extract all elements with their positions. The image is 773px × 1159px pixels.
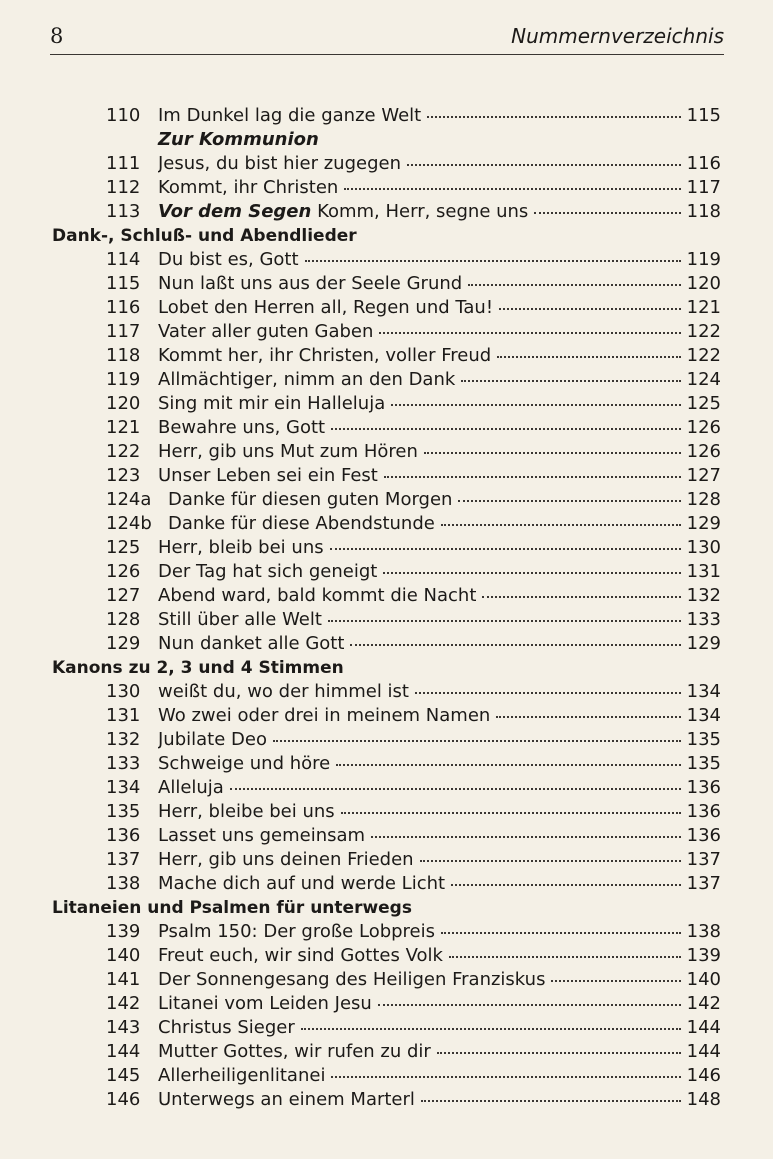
- entry-title-line: [158, 704, 681, 728]
- entry-title: [158, 416, 329, 440]
- entry-number: 133: [106, 753, 141, 774]
- dot-leader: [534, 200, 681, 214]
- dot-leader: [468, 272, 681, 286]
- entry-number: 111: [106, 153, 141, 174]
- entry-title-line: [158, 416, 681, 440]
- entry-number: 121: [106, 417, 141, 438]
- entry-page-number: 129: [686, 633, 721, 654]
- entry-number: 129: [106, 633, 141, 654]
- entry-title-text: Still über alle Welt: [158, 609, 322, 630]
- entry-title: [168, 512, 439, 536]
- entry-page-number: 124: [686, 369, 721, 390]
- entry-title-text: Allmächtiger, nimm an den Dank: [158, 369, 456, 390]
- entry-title-text: Der Sonnengesang des Heiligen Franziskus: [158, 969, 546, 990]
- dot-leader: [427, 104, 681, 118]
- section-heading: Kanons zu 2, 3 und 4 Stimmen: [52, 658, 344, 678]
- toc-entry: [0, 680, 773, 704]
- entry-title-text: Mutter Gottes, wir rufen zu dir: [158, 1041, 431, 1062]
- entry-title-text: Unser Leben sei ein Fest: [158, 465, 378, 486]
- entry-title-text: Jubilate Deo: [158, 729, 267, 750]
- entry-title-line: [158, 344, 681, 368]
- toc-entry: [0, 272, 773, 296]
- entry-title: [158, 824, 369, 848]
- entry-title-text: Psalm 150: Der große Lobpreis: [158, 921, 436, 942]
- dot-leader: [499, 296, 681, 310]
- entry-number: 126: [106, 561, 141, 582]
- entry-number: 146: [106, 1089, 141, 1110]
- entry-number: 110: [106, 105, 141, 126]
- entry-title-line: [158, 680, 681, 704]
- entry-title-line: [158, 104, 681, 128]
- entry-title: [158, 248, 303, 272]
- entry-number: 114: [106, 249, 141, 270]
- entry-title: [158, 944, 447, 968]
- entry-number: 135: [106, 801, 141, 822]
- entry-page-number: 138: [686, 921, 721, 942]
- entry-title: [158, 584, 480, 608]
- entry-title: [158, 464, 382, 488]
- entry-title-text: weißt du, wo der himmel ist: [158, 681, 409, 702]
- dot-leader: [330, 536, 681, 550]
- entry-title: [158, 104, 425, 128]
- dot-leader: [461, 368, 681, 382]
- toc-entry: [0, 200, 773, 224]
- page-header: [50, 20, 724, 55]
- dot-leader: [424, 440, 681, 454]
- entry-title-line: [158, 464, 681, 488]
- entry-title-text: Vater aller guten Gaben: [158, 321, 374, 342]
- entry-page-number: 118: [686, 201, 721, 222]
- entry-page-number: 135: [686, 753, 721, 774]
- entry-title-text: Herr, bleib bei uns: [158, 537, 324, 558]
- toc-entry: [0, 512, 773, 536]
- toc-entry: [0, 752, 773, 776]
- entry-number: 118: [106, 345, 141, 366]
- toc-entry: [0, 824, 773, 848]
- entry-page-number: 136: [686, 825, 721, 846]
- entry-title-text: Lasset uns gemeinsam: [158, 825, 366, 846]
- entry-number: 123: [106, 465, 141, 486]
- page-number: 8: [50, 24, 64, 48]
- dot-leader: [331, 1064, 681, 1078]
- dot-leader: [384, 464, 681, 478]
- entry-number: 125: [106, 537, 141, 558]
- entry-title: [158, 680, 413, 704]
- entry-title: [158, 152, 405, 176]
- entry-page-number: 131: [686, 561, 721, 582]
- entry-title-line: [158, 320, 681, 344]
- dot-leader: [379, 320, 681, 334]
- entry-title-line: [158, 152, 681, 176]
- dot-leader: [383, 560, 681, 574]
- entry-title: [158, 1064, 329, 1088]
- entry-page-number: 136: [686, 777, 721, 798]
- entry-number: 142: [106, 993, 141, 1014]
- entry-title: [158, 272, 466, 296]
- entry-title-line: [158, 752, 681, 776]
- entry-title: [158, 368, 459, 392]
- entry-prefix: Vor dem Segen: [158, 201, 312, 222]
- toc-entry: [0, 1064, 773, 1088]
- entry-number: 113: [106, 201, 141, 222]
- entry-title: [158, 1088, 419, 1112]
- toc-entry: [0, 152, 773, 176]
- entry-title: [158, 968, 549, 992]
- entry-page-number: 122: [686, 345, 721, 366]
- entry-page-number: 133: [686, 609, 721, 630]
- entry-number: 119: [106, 369, 141, 390]
- entry-page-number: 126: [686, 441, 721, 462]
- toc-entry: [0, 536, 773, 560]
- entry-title-line: [158, 1088, 681, 1112]
- entry-title: [158, 848, 418, 872]
- table-of-contents: [0, 104, 773, 1112]
- entry-title-text: Unterwegs an einem Marterl: [158, 1089, 415, 1110]
- entry-page-number: 136: [686, 801, 721, 822]
- toc-entry: [0, 872, 773, 896]
- toc-entry: [0, 440, 773, 464]
- toc-entry: [0, 632, 773, 656]
- entry-title-text: Christus Sieger: [158, 1017, 295, 1038]
- entry-page-number: 137: [686, 873, 721, 894]
- entry-page-number: 146: [686, 1065, 721, 1086]
- dot-leader: [407, 152, 681, 166]
- entry-number: 128: [106, 609, 141, 630]
- entry-title-text: Wo zwei oder drei in meinem Namen: [158, 705, 491, 726]
- entry-number: 120: [106, 393, 141, 414]
- entry-page-number: 140: [686, 969, 721, 990]
- entry-title-text: Herr, bleibe bei uns: [158, 801, 335, 822]
- toc-entry: [0, 560, 773, 584]
- toc-entry: [0, 392, 773, 416]
- entry-title: [158, 800, 339, 824]
- subsection-heading: Zur Kommunion: [158, 129, 319, 150]
- entry-title-line: [158, 248, 681, 272]
- entry-title-text: Abend ward, bald kommt die Nacht: [158, 585, 477, 606]
- dot-leader: [451, 872, 681, 886]
- entry-title: [158, 776, 228, 800]
- entry-number: 130: [106, 681, 141, 702]
- entry-page-number: 144: [686, 1041, 721, 1062]
- entry-number: 138: [106, 873, 141, 894]
- entry-title: [158, 440, 422, 464]
- entry-page-number: 135: [686, 729, 721, 750]
- section-heading: Dank-, Schluß- und Abendlieder: [52, 226, 357, 246]
- dot-leader: [496, 704, 681, 718]
- entry-title-text: Danke für diese Abendstunde: [168, 513, 435, 534]
- toc-entry: [0, 848, 773, 872]
- entry-page-number: 120: [686, 273, 721, 294]
- toc-entry: [0, 608, 773, 632]
- entry-page-number: 139: [686, 945, 721, 966]
- toc-entry: [0, 464, 773, 488]
- toc-entry: [0, 992, 773, 1016]
- toc-entry: [0, 704, 773, 728]
- entry-title-text: Litanei vom Leiden Jesu: [158, 993, 372, 1014]
- entry-title-line: [158, 536, 681, 560]
- entry-title-line: [158, 368, 681, 392]
- entry-title-text: Nun laßt uns aus der Seele Grund: [158, 273, 463, 294]
- entry-title-text: Sing mit mir ein Halleluja: [158, 393, 386, 414]
- toc-entry: [0, 1040, 773, 1064]
- entry-page-number: 144: [686, 1017, 721, 1038]
- entry-page-number: 115: [686, 105, 721, 126]
- entry-page-number: 137: [686, 849, 721, 870]
- dot-leader: [341, 800, 681, 814]
- entry-page-number: 134: [686, 705, 721, 726]
- entry-number: 136: [106, 825, 141, 846]
- entry-page-number: 148: [686, 1089, 721, 1110]
- dot-leader: [421, 1088, 681, 1102]
- dot-leader: [551, 968, 681, 982]
- entry-title: [158, 296, 497, 320]
- entry-title: [158, 1016, 299, 1040]
- dot-leader: [301, 1016, 681, 1030]
- toc-entry: [0, 968, 773, 992]
- entry-title-line: [158, 632, 681, 656]
- entry-page-number: 129: [686, 513, 721, 534]
- entry-number: 112: [106, 177, 141, 198]
- entry-number: 141: [106, 969, 141, 990]
- toc-entry: [0, 776, 773, 800]
- dot-leader: [449, 944, 681, 958]
- entry-page-number: 125: [686, 393, 721, 414]
- toc-entry: [0, 296, 773, 320]
- entry-title-text: Schweige und höre: [158, 753, 331, 774]
- dot-leader: [497, 344, 681, 358]
- toc-entry: [0, 584, 773, 608]
- toc-entry: [0, 728, 773, 752]
- dot-leader: [391, 392, 681, 406]
- entry-title-text: Im Dunkel lag die ganze Welt: [158, 105, 422, 126]
- dot-leader: [420, 848, 681, 862]
- dot-leader: [371, 824, 681, 838]
- entry-title-line: [158, 1040, 681, 1064]
- toc-entry: [0, 176, 773, 200]
- entry-title-line: [168, 512, 681, 536]
- entry-title-text: Danke für diesen guten Morgen: [168, 489, 453, 510]
- entry-page-number: 121: [686, 297, 721, 318]
- dot-leader: [273, 728, 681, 742]
- dot-leader: [336, 752, 681, 766]
- entry-page-number: 142: [686, 993, 721, 1014]
- dot-leader: [305, 248, 681, 262]
- toc-entry: [0, 920, 773, 944]
- entry-title: [158, 392, 389, 416]
- entry-title: [158, 560, 381, 584]
- entry-number: 122: [106, 441, 141, 462]
- entry-number: 137: [106, 849, 141, 870]
- entry-title: [158, 320, 377, 344]
- entry-title-line: [158, 848, 681, 872]
- toc-entry: [0, 104, 773, 128]
- entry-page-number: 117: [686, 177, 721, 198]
- entry-title-line: [158, 728, 681, 752]
- entry-title: [158, 200, 532, 224]
- entry-title: [158, 992, 376, 1016]
- section-heading: Litaneien und Psalmen für unterwegs: [52, 898, 412, 918]
- entry-title: [158, 608, 326, 632]
- entry-title-line: [158, 584, 681, 608]
- toc-entry: [0, 344, 773, 368]
- entry-page-number: 122: [686, 321, 721, 342]
- entry-number: 131: [106, 705, 141, 726]
- dot-leader: [415, 680, 681, 694]
- entry-number: 139: [106, 921, 141, 942]
- entry-title-text: Alleluja: [158, 777, 224, 798]
- entry-page-number: 130: [686, 537, 721, 558]
- toc-entry: [0, 416, 773, 440]
- entry-title: [158, 536, 328, 560]
- entry-title-line: [158, 200, 681, 224]
- entry-number: 116: [106, 297, 141, 318]
- entry-page-number: 126: [686, 417, 721, 438]
- entry-title-text: Herr, gib uns deinen Frieden: [158, 849, 414, 870]
- entry-title-line: [158, 176, 681, 200]
- dot-leader: [378, 992, 681, 1006]
- entry-page-number: 116: [686, 153, 721, 174]
- entry-title-line: [158, 992, 681, 1016]
- entry-title-text: Freut euch, wir sind Gottes Volk: [158, 945, 443, 966]
- entry-number: 117: [106, 321, 141, 342]
- entry-title-text: Du bist es, Gott: [158, 249, 299, 270]
- entry-title: [158, 920, 439, 944]
- entry-page-number: 127: [686, 465, 721, 486]
- entry-title-text: Komm, Herr, segne uns: [317, 201, 529, 222]
- entry-title-line: [158, 1016, 681, 1040]
- dot-leader: [441, 512, 681, 526]
- chapter-title: Nummernverzeichnis: [511, 24, 724, 48]
- entry-title-line: [158, 560, 681, 584]
- entry-title-line: [158, 776, 681, 800]
- entry-title-line: [158, 608, 681, 632]
- toc-entry: [0, 1088, 773, 1112]
- entry-title: [158, 344, 495, 368]
- entry-title-text: Lobet den Herren all, Regen und Tau!: [158, 297, 494, 318]
- entry-number: 134: [106, 777, 141, 798]
- entry-title-line: [158, 1064, 681, 1088]
- dot-leader: [458, 488, 681, 502]
- entry-title: [158, 752, 334, 776]
- dot-leader: [441, 920, 681, 934]
- entry-title-text: Jesus, du bist hier zugegen: [158, 153, 401, 174]
- toc-entry: [0, 368, 773, 392]
- entry-title: [158, 872, 449, 896]
- entry-page-number: 119: [686, 249, 721, 270]
- entry-title-line: [158, 272, 681, 296]
- toc-entry: [0, 800, 773, 824]
- toc-entry: [0, 944, 773, 968]
- entry-number: 115: [106, 273, 141, 294]
- toc-entry: [0, 488, 773, 512]
- entry-title-text: Nun danket alle Gott: [158, 633, 345, 654]
- entry-page-number: 128: [686, 489, 721, 510]
- entry-title-line: [158, 824, 681, 848]
- entry-title-line: [158, 440, 681, 464]
- entry-title-line: [158, 920, 681, 944]
- entry-title-line: [158, 944, 681, 968]
- dot-leader: [344, 176, 681, 190]
- entry-title-line: [168, 488, 681, 512]
- entry-number: 127: [106, 585, 141, 606]
- dot-leader: [437, 1040, 681, 1054]
- entry-title: [158, 632, 348, 656]
- entry-title-line: [158, 392, 681, 416]
- toc-entry: [0, 320, 773, 344]
- entry-title: [158, 176, 342, 200]
- entry-title-line: [158, 296, 681, 320]
- toc-entry: [0, 1016, 773, 1040]
- entry-number: 144: [106, 1041, 141, 1062]
- entry-title-text: Bewahre uns, Gott: [158, 417, 326, 438]
- dot-leader: [328, 608, 681, 622]
- entry-title-text: Mache dich auf und werde Licht: [158, 873, 446, 894]
- entry-title: [158, 704, 494, 728]
- dot-leader: [482, 584, 681, 598]
- entry-number: 145: [106, 1065, 141, 1086]
- entry-title-text: Der Tag hat sich geneigt: [158, 561, 378, 582]
- entry-page-number: 132: [686, 585, 721, 606]
- entry-title: [168, 488, 456, 512]
- entry-number: 132: [106, 729, 141, 750]
- toc-entry: [0, 248, 773, 272]
- entry-title-line: [158, 800, 681, 824]
- entry-title-text: Kommt, ihr Christen: [158, 177, 339, 198]
- entry-number: 124a: [106, 489, 152, 510]
- entry-number: 143: [106, 1017, 141, 1038]
- dot-leader: [350, 632, 681, 646]
- entry-title: [158, 728, 271, 752]
- entry-title-text: Kommt her, ihr Christen, voller Freud: [158, 345, 492, 366]
- entry-page-number: 134: [686, 681, 721, 702]
- entry-title-text: Allerheiligenlitanei: [158, 1065, 326, 1086]
- entry-title-line: [158, 872, 681, 896]
- dot-leader: [331, 416, 681, 430]
- entry-number: 140: [106, 945, 141, 966]
- dot-leader: [230, 776, 681, 790]
- entry-title-text: Herr, gib uns Mut zum Hören: [158, 441, 418, 462]
- entry-number: 124b: [106, 513, 152, 534]
- entry-title-line: [158, 968, 681, 992]
- entry-title: [158, 1040, 435, 1064]
